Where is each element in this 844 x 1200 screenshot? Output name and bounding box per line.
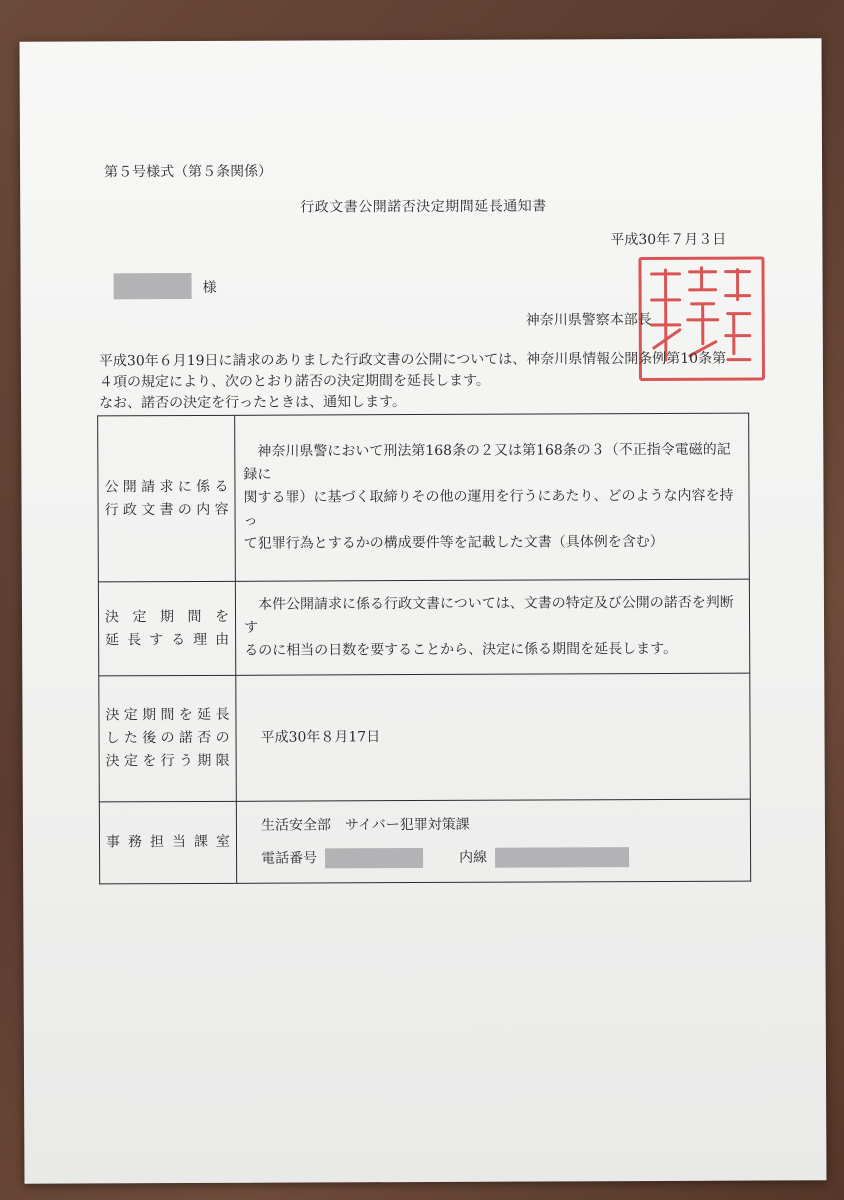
deadline-cell: 平成30年８月17日 [236,673,751,801]
department-cell [236,799,750,883]
contact-line [245,845,742,870]
issue-date: 平成30年７月３日 [610,231,727,249]
addressee-suffix: 様 [202,279,217,296]
department-name: 生活安全部 サイバー犯罪対策課 [260,816,470,834]
redacted-addressee [114,273,192,299]
row-label-extension-reason: 決定期間を 延長する理由 [98,581,235,676]
row-label-document-content: 公開請求に係る 行政文書の内容 [98,415,236,582]
table-row [98,579,749,676]
redacted-extension [495,847,629,868]
extension-reason-cell: 本件公開請求に係る行政文書については、文書の特定及び公開の諾否を判断す るのに相当の日数を要することから、決定に係る期間を延長します。 [235,579,749,675]
notice-table [97,413,751,885]
body-line: 平成30年６月19日に請求のありました行政文書の公開については、神奈川県情報公開条例第10条第 [98,350,727,370]
extension-label: 内線 [459,849,488,866]
row-label-department: 事務担当課室 [99,801,236,884]
form-number: 第５号様式（第５条関係） [104,163,273,181]
document-content-cell: 神奈川県警において刑法第168条の２又は第168条の３（不正指令電磁的記録に 関する罪）に基づく取締りその他の運用を行うにあたり、どのような内容を持っ て犯罪行為とするかの構成要件等を記載した文書（具体例を含む） [235,413,750,581]
table-row [98,413,750,582]
document-title: 行政文書公開諾否決定期間延長通知書 [300,198,547,216]
body-line: なお、諾否の決定を行ったときは、通知します。 [99,394,407,412]
document-page [20,38,827,1183]
redacted-phone-number [325,848,423,868]
row-label-deadline: 決定期間を延長 した後の諾否の 決定を行う期限 [99,675,237,802]
phone-label: 電話番号 [261,849,318,867]
body-line: ４項の規定により、次のとおり諾否の決定期間を延長します。 [98,372,490,391]
issuer: 神奈川県警察本部長 [525,311,652,329]
table-row [99,799,750,884]
table-row [99,673,751,802]
